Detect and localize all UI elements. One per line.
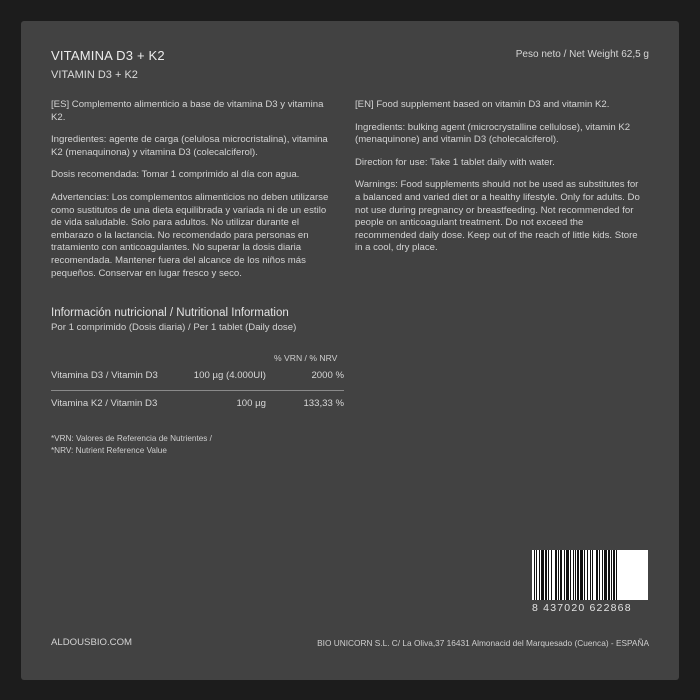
nutrition-title: Información nutricional / Nutritional Information xyxy=(51,307,289,319)
website-link[interactable]: ALDOUSBIO.COM xyxy=(51,637,133,648)
barcode-bar xyxy=(613,550,615,600)
barcode-bar xyxy=(602,550,603,600)
barcode-bar xyxy=(539,550,540,600)
barcode-bar xyxy=(536,550,537,600)
barcode-bar xyxy=(577,550,579,600)
barcode-bar xyxy=(590,550,591,600)
barcode-bar xyxy=(534,550,535,600)
es-warnings: Advertencias: Los complementos alimenticios no deben utilizarse como sustitutos de una dieta equilibrada y variada ni de un estilo de vida saludable. Solo para adultos. No utilizar durante el embarazo o la lactancia. No recomendado para personas en tratamiento con anticoagulantes. No superar la dosis diaria recomendada. Mantener fuera del alcance de los niños más pequeños. Conservar en lugar fresco y seco. xyxy=(51,191,329,279)
barcode-graphic xyxy=(532,550,648,600)
barcode-bar xyxy=(545,550,547,600)
barcode-bar xyxy=(599,550,600,600)
table-divider xyxy=(51,390,344,391)
barcode-bar xyxy=(587,550,588,600)
barcode-bar xyxy=(558,550,559,600)
barcode-bar xyxy=(604,550,607,600)
es-ingredients: Ingredientes: agente de carga (celulosa microcristalina), vitamina K2 (menaquinona) y vitamina D3 (colecalciferol). xyxy=(51,134,328,158)
spanish-column xyxy=(51,99,339,290)
product-title: VITAMINA D3 + K2 xyxy=(51,48,165,63)
en-description: [EN] Food supplement based on vitamin D3 and vitamin K2. xyxy=(355,99,610,110)
nutrient-percent: 2000 % xyxy=(311,370,344,381)
barcode-bar xyxy=(564,550,565,600)
product-subtitle: VITAMIN D3 + K2 xyxy=(51,69,138,81)
footnote-nrv: *NRV: Nutrient Reference Value xyxy=(51,446,167,455)
english-column xyxy=(355,99,643,265)
barcode-bar xyxy=(548,550,549,600)
nutrition-row xyxy=(51,398,344,412)
nutrient-percent: 133,33 % xyxy=(303,398,344,409)
barcode-bars xyxy=(532,550,648,600)
company-address: BIO UNICORN S.L. C/ La Oliva,37 16431 Almonacid del Marquesado (Cuenca) - ESPAÑA xyxy=(317,638,649,648)
barcode-bar xyxy=(611,550,612,600)
es-description: [ES] Complemento alimenticio a base de vitamina D3 y vitamina K2. xyxy=(51,99,324,123)
nutrient-amount: 100 µg xyxy=(236,398,266,409)
barcode-bar xyxy=(616,550,617,600)
barcode-number: 8 437020 622868 xyxy=(532,602,632,614)
barcode-bar xyxy=(566,550,569,600)
product-label-panel xyxy=(21,21,679,680)
barcode-bar xyxy=(596,550,598,600)
barcode-bar xyxy=(573,550,574,600)
barcode-bar xyxy=(560,550,562,600)
barcode-bar xyxy=(592,550,593,600)
net-weight: Peso neto / Net Weight 62,5 g xyxy=(515,49,649,60)
en-dosage: Direction for use: Take 1 tablet daily with water. xyxy=(355,156,555,168)
nutrient-name: Vitamina K2 / Vitamin D3 xyxy=(51,398,158,409)
barcode-bar xyxy=(555,550,557,600)
nutrition-row xyxy=(51,370,344,384)
nutrient-amount: 100 µg (4.000UI) xyxy=(193,370,266,381)
barcode-bar xyxy=(541,550,544,600)
barcode-bar xyxy=(575,550,576,600)
barcode-bar xyxy=(608,550,610,600)
en-ingredients: Ingredients: bulking agent (microcrystalline cellulose), vitamin K2 (menaquinone) and vitamin D3 (cholecalciferol). xyxy=(355,121,631,146)
barcode-bar xyxy=(584,550,585,600)
nutrition-header: % VRN / % NRV xyxy=(274,353,338,363)
en-warnings: Warnings: Food supplements should not be used as substitutes for a balanced and varied diet or a healthy lifestyle. Only for adults. Do not use during pregnancy or breastfeeding. Not recommended for people on anticoagulant treatment. Do not exceed the recommended daily dose. Keep out of the reach of little kids. Store in a cool, dry place. xyxy=(355,179,640,254)
es-dosage: Dosis recomendada: Tomar 1 comprimido al día con agua. xyxy=(51,169,300,181)
nutrition-subtitle: Por 1 comprimido (Dosis diaria) / Per 1 tablet (Daily dose) xyxy=(51,322,297,333)
barcode-bar xyxy=(580,550,583,600)
barcode-bar xyxy=(570,550,571,600)
footnote-vrn: *VRN: Valores de Referencia de Nutrientes / xyxy=(51,434,212,443)
nutrient-name: Vitamina D3 / Vitamin D3 xyxy=(51,370,158,381)
barcode-bar xyxy=(551,550,552,600)
